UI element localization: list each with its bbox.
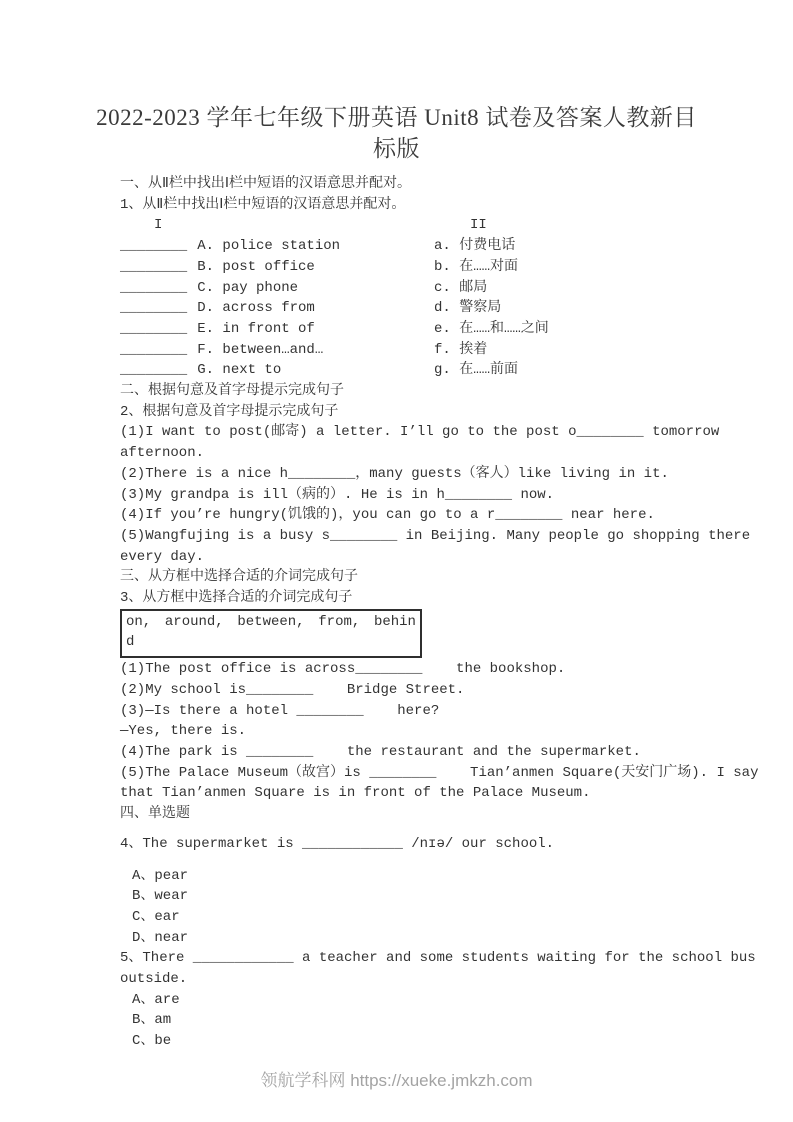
match-left-label: E. in front of bbox=[197, 320, 315, 337]
sentence-item: (4)The park is ________ the restaurant and the supermarket. bbox=[120, 743, 641, 760]
sentence-item: (2)There is a nice h________，many guests（客人）like living in it. bbox=[120, 465, 669, 482]
sentence-item: (4)If you’re hungry(饥饿的)，you can go to a r________ near here. bbox=[120, 507, 655, 524]
section1-subheading: 1、从Ⅱ栏中找出Ⅰ栏中短语的汉语意思并配对。 bbox=[120, 196, 406, 213]
sentence-item: (5)The Palace Museum（故宫）is ________ Tian’anmen Square(天安门广场). I say that Tian’anmen Square is in front of the Palace Museum. bbox=[120, 764, 767, 802]
match-left-label: B. post office bbox=[197, 258, 315, 275]
match-row bbox=[120, 257, 791, 278]
section4-heading: 四、单选题 bbox=[120, 806, 190, 823]
match-row bbox=[120, 340, 791, 361]
match-left-cell bbox=[120, 236, 434, 257]
matching-table bbox=[120, 215, 791, 381]
match-left-cell bbox=[120, 319, 434, 340]
paper-body bbox=[0, 174, 793, 1052]
answer-blank: ________ bbox=[120, 341, 188, 358]
sentence-item: (5)Wangfujing is a busy s________ in Beijing. Many people go shopping there every day. bbox=[120, 527, 759, 565]
option-item: A、are bbox=[132, 991, 180, 1008]
section1-heading: 一、从Ⅱ栏中找出Ⅰ栏中短语的汉语意思并配对。 bbox=[120, 176, 412, 192]
sentence-item: (1)The post office is across________ the bookshop. bbox=[120, 661, 566, 678]
word-bank-line-2: d bbox=[126, 634, 135, 651]
match-row bbox=[120, 236, 791, 257]
section2-subheading: 2、根据句意及首字母提示完成句子 bbox=[120, 403, 339, 420]
match-right-label: d. 警察局 bbox=[434, 300, 502, 317]
match-right-label: b. 在……对面 bbox=[434, 258, 519, 275]
option-item: C、ear bbox=[132, 908, 180, 925]
site-url-link[interactable]: https://xueke.jmkzh.com bbox=[350, 1071, 533, 1090]
column-2-header: II bbox=[470, 217, 487, 234]
option-item: C、be bbox=[132, 1033, 172, 1050]
word-bank-word: on, bbox=[126, 613, 152, 630]
section3-heading: 三、从方框中选择合适的介词完成句子 bbox=[120, 569, 358, 586]
sentence-item: —Yes, there is. bbox=[120, 723, 247, 740]
match-right-label: a. 付费电话 bbox=[434, 238, 516, 255]
matching-header-row bbox=[120, 215, 791, 236]
word-bank-box bbox=[120, 609, 422, 658]
paper-title bbox=[0, 102, 793, 164]
paper-title-line-1: 2022-2023 学年七年级下册英语 Unit8 试卷及答案人教新目 bbox=[96, 105, 697, 130]
column-1-header: I bbox=[154, 217, 163, 234]
match-row bbox=[120, 298, 791, 319]
watermark-footer bbox=[0, 1066, 793, 1091]
answer-blank: ________ bbox=[120, 279, 188, 296]
sentence-item: (3)My grandpa is ill（病的）. He is in h________ now. bbox=[120, 486, 555, 503]
match-row bbox=[120, 360, 791, 381]
word-bank-line-1 bbox=[126, 612, 416, 633]
question-5-options bbox=[120, 990, 791, 1052]
question-4-options bbox=[120, 866, 791, 949]
match-left-cell bbox=[120, 298, 434, 319]
match-left-label: F. between…and… bbox=[197, 341, 324, 358]
match-row bbox=[120, 319, 791, 340]
match-right-label: g. 在……前面 bbox=[434, 362, 519, 379]
match-right-label: e. 在……和……之间 bbox=[434, 320, 549, 337]
site-name: 领航学科网 bbox=[260, 1071, 346, 1090]
word-bank-word: behin bbox=[373, 613, 416, 630]
answer-blank: ________ bbox=[120, 300, 188, 317]
paper-title-line-2: 标版 bbox=[373, 136, 420, 161]
section2-heading: 二、根据句意及首字母提示完成句子 bbox=[120, 383, 344, 400]
question-4-stem: 4、The supermarket is ____________ /nɪə/ our school. bbox=[120, 835, 555, 852]
answer-blank: ________ bbox=[120, 238, 188, 255]
word-bank-word: between, bbox=[237, 613, 305, 630]
option-item: A、pear bbox=[132, 867, 189, 884]
match-left-label: G. next to bbox=[197, 362, 282, 379]
sentence-item: (1)I want to post(邮寄) a letter. I’ll go to the post o________ tomorrow afternoon. bbox=[120, 424, 728, 462]
answer-blank: ________ bbox=[120, 362, 188, 379]
match-left-cell bbox=[120, 340, 434, 361]
match-left-label: C. pay phone bbox=[197, 279, 299, 296]
match-left-cell bbox=[120, 360, 434, 381]
section3-subheading: 3、从方框中选择合适的介词完成句子 bbox=[120, 590, 353, 607]
match-row bbox=[120, 278, 791, 299]
option-item: D、near bbox=[132, 929, 189, 946]
match-left-label: D. across from bbox=[197, 300, 315, 317]
match-left-label: A. police station bbox=[197, 238, 341, 255]
answer-blank: ________ bbox=[120, 258, 188, 275]
match-right-label: f. 挨着 bbox=[434, 341, 488, 358]
option-item: B、wear bbox=[132, 888, 189, 905]
sentence-item: (3)—Is there a hotel ________ here? bbox=[120, 702, 440, 719]
match-left-cell bbox=[120, 278, 434, 299]
match-right-label: c. 邮局 bbox=[434, 279, 488, 296]
option-item: B、am bbox=[132, 1012, 172, 1029]
sentence-item: (2)My school is________ Bridge Street. bbox=[120, 681, 465, 698]
word-bank-word: around, bbox=[164, 613, 224, 630]
question-5-stem: 5、There ____________ a teacher and some students waiting for the school bus outside. bbox=[120, 950, 765, 988]
word-bank-word: from, bbox=[318, 613, 361, 630]
answer-blank: ________ bbox=[120, 320, 188, 337]
match-left-cell bbox=[120, 257, 434, 278]
